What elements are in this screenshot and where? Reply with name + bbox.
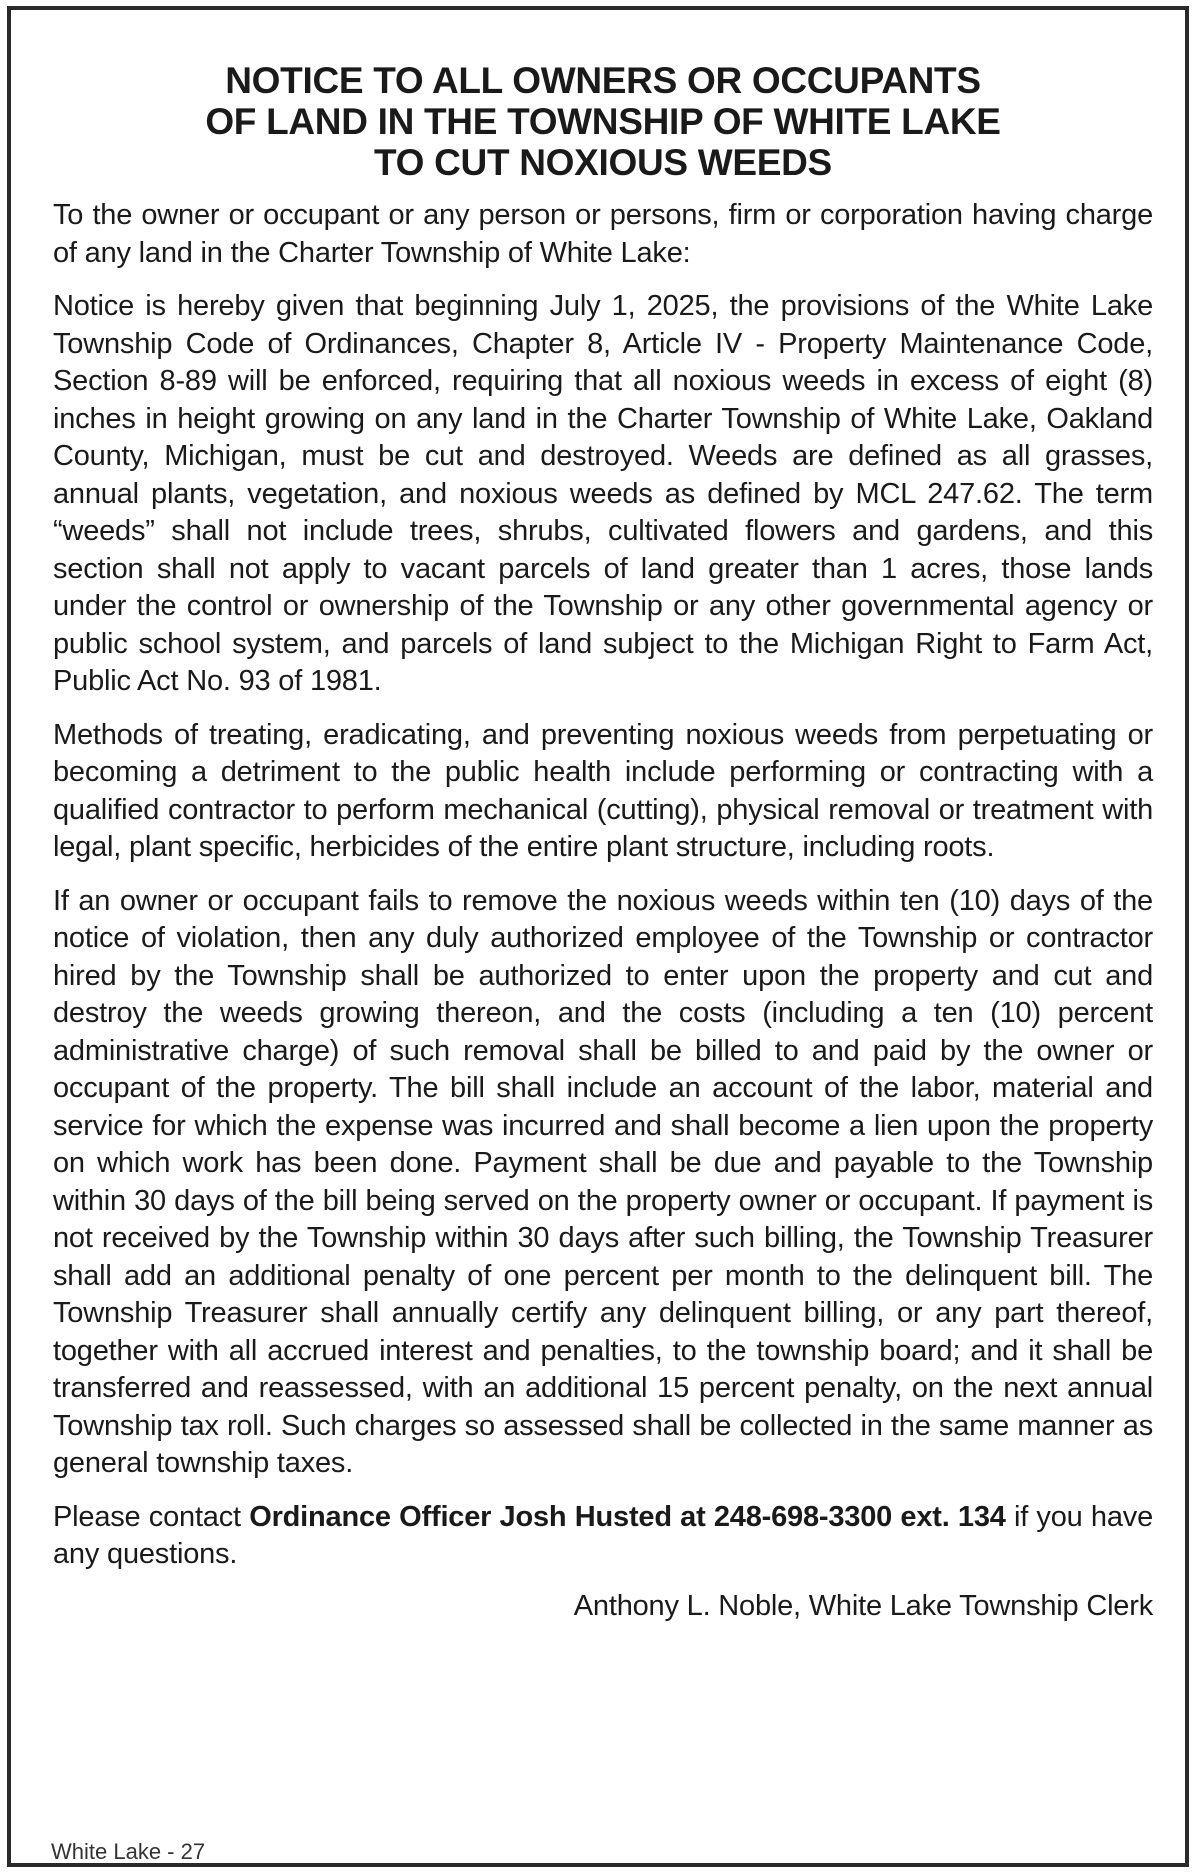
title-line-2: OF LAND IN THE TOWNSHIP OF WHITE LAKE: [205, 101, 1001, 142]
intro-paragraph: To the owner or occupant or any person or persons, firm or corporation having charge of any land in the Charter Township of White Lake:: [53, 199, 1153, 269]
title-line-3: TO CUT NOXIOUS WEEDS: [374, 142, 832, 183]
contact-suffix: if you have any questions.: [53, 1500, 1153, 1570]
contact-prefix: Please contact: [53, 1500, 250, 1533]
clerk-signature: Anthony L. Noble, White Lake Township Clerk: [573, 1589, 1153, 1622]
notice-border: [7, 6, 1189, 1867]
page-footer: White Lake - 27: [51, 1839, 206, 1864]
contact-paragraph: [53, 1499, 1153, 1574]
failure-paragraph: If an owner or occupant fails to remove the noxious weeds within ten (10) days of the notice of violation, then any duly authorized employee of the Township or contractor hired by the Township shall be authorized to enter upon the property and cut and destroy the weeds growing thereon, and the costs (including a ten (10) percent administrative charge) of such removal shall be billed to and paid by the owner or occupant of the property. The bill shall include an account of the labor, material and service for which the expense was incurred and shall become a lien upon the property on which work has been done. Payment shall be due and payable to the Township within 30 days of the bill being served on the property owner or occupant. If payment is not received by the Township within 30 days after such billing, the Township Treasurer shall add an additional penalty of one percent per month to the delinquent bill. The Township Treasurer shall annually certify any delinquent billing, or any part thereof, together with all accrued interest and penalties, to the township board; and it shall be transferred and reassessed, with an additional 15 percent penalty, on the next annual Township tax roll. Such charges so assessed shall be collected in the same manner as general township taxes.: [53, 884, 1153, 1479]
notice-title: [53, 60, 1153, 183]
title-line-1: NOTICE TO ALL OWNERS OR OCCUPANTS: [225, 60, 981, 101]
notice-content: [53, 60, 1153, 1625]
methods-paragraph: Methods of treating, eradicating, and preventing noxious weeds from perpetuating or becoming a detriment to the public health include performing or contracting with a qualified contractor to perform mechanical (cutting), physical removal or treatment with legal, plant specific, herbicides of the entire plant structure, including roots.: [53, 718, 1153, 863]
enforcement-paragraph: Notice is hereby given that beginning July 1, 2025, the provisions of the White Lake Township Code of Ordinances, Chapter 8, Article IV - Property Maintenance Code, Section 8-89 will be enforced, requiring that all noxious weeds in excess of eight (8) inches in height growing on any land in the Charter Township of White Lake, Oakland County, Michigan, must be cut and destroyed. Weeds are defined as all grasses, annual plants, vegetation, and noxious weeds as defined by MCL 247.62. The term “weeds” shall not include trees, shrubs, cultivated flowers and gardens, and this section shall not apply to vacant parcels of land greater than 1 acres, those lands under the control or ownership of the Township or any other governmental agency or public school system, and parcels of land subject to the Michigan Right to Farm Act, Public Act No. 93 of 1981.: [53, 290, 1153, 697]
contact-officer: Ordinance Officer Josh Husted at 248-698-3300 ext. 134: [249, 1500, 1006, 1533]
